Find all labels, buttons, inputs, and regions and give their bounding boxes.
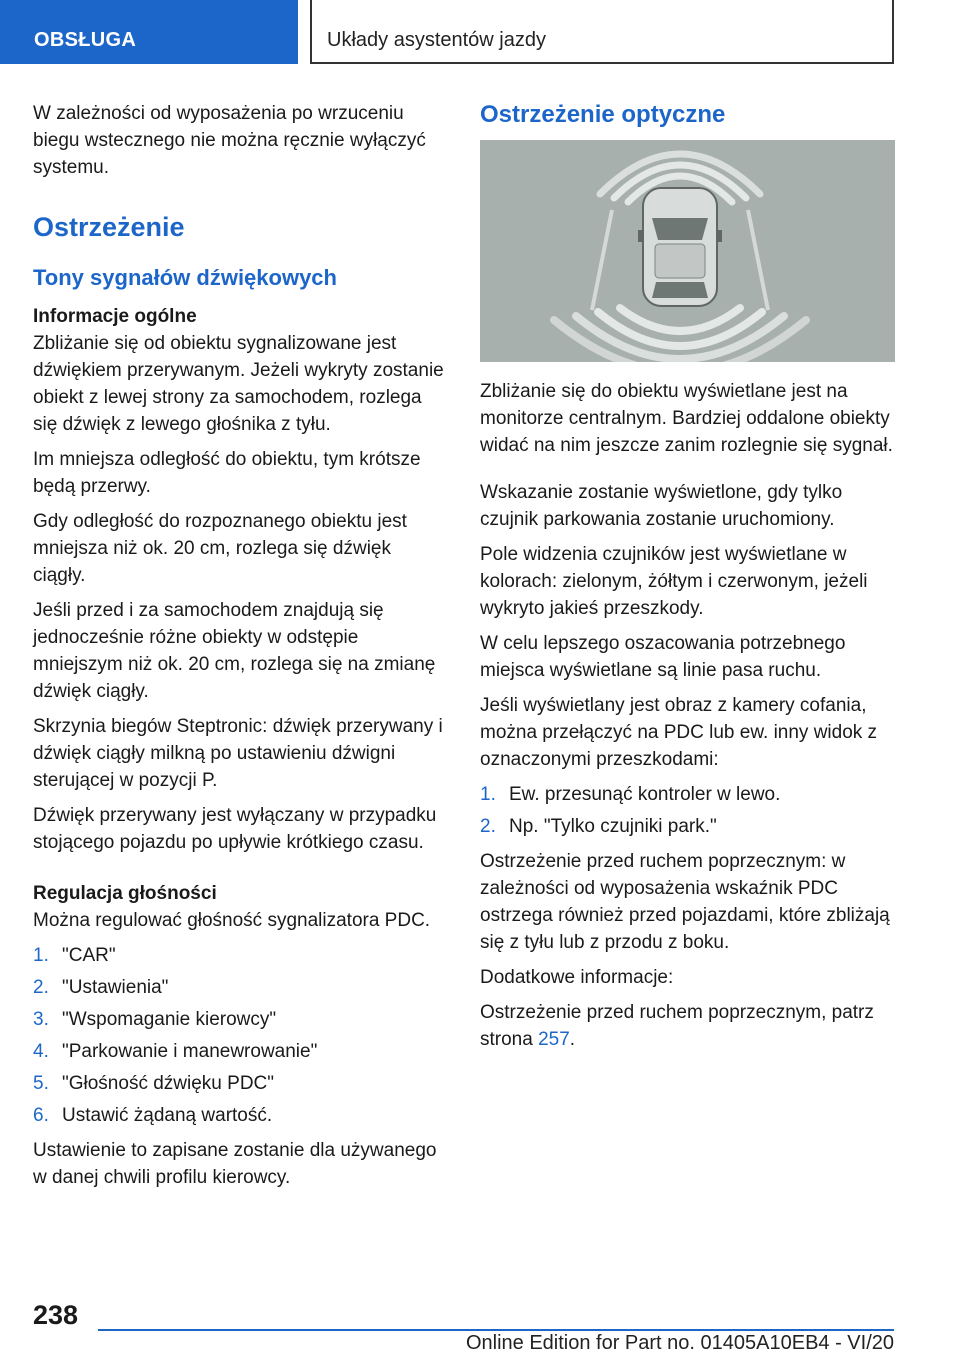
paragraph: Jeśli wyświetlany jest obraz z kamery cofania, można przełączyć na PDC lub ew. inny widok z oznaczonymi przeszkodami: bbox=[480, 695, 878, 770]
list-item bbox=[480, 781, 895, 808]
step-text: Ustawić żądaną wartość. bbox=[62, 1105, 273, 1126]
list-item bbox=[33, 1006, 448, 1033]
header-section-tab bbox=[0, 0, 298, 64]
list-item bbox=[33, 1070, 448, 1097]
list-item bbox=[480, 813, 895, 840]
page-link-257[interactable]: 257 bbox=[538, 1029, 570, 1050]
footer-edition: Online Edition for Part no. 01405A10EB4 - VI/20 bbox=[465, 1332, 894, 1354]
paragraph: Ustawienie to zapisane zostanie dla używanego w danej chwili profilu kierowcy. bbox=[33, 1140, 437, 1188]
step-number: 4. bbox=[33, 1041, 49, 1062]
heading-tones: Tony sygnałów dźwiękowych bbox=[33, 265, 337, 290]
paragraph: Im mniejsza odległość do obiektu, tym krótsze będą przerwy. bbox=[33, 449, 421, 497]
pdc-display-illustration bbox=[480, 140, 895, 362]
paragraph: Zbliżanie się do obiektu wyświetlane jest na monitorze centralnym. Bardziej oddalone obiekty widać na nim jeszcze zanim rozlegnie się sygnał. bbox=[480, 381, 893, 456]
pdc-car-top-view-icon bbox=[480, 140, 895, 362]
paragraph-text: Ostrzeżenie przed ruchem poprzecznym, patrz strona bbox=[480, 1002, 874, 1050]
paragraph: Wskazanie zostanie wyświetlone, gdy tylko czujnik parkowania zostanie uruchomiony. bbox=[480, 482, 843, 530]
step-text: Ew. przesunąć kontroler w lewo. bbox=[509, 784, 781, 805]
paragraph: Gdy odległość do rozpoznanego obiektu jest mniejsza niż ok. 20 cm, rozlega się dźwięk ciągły. bbox=[33, 511, 407, 586]
heading-warning: Ostrzeżenie bbox=[33, 212, 185, 242]
footer-divider bbox=[98, 1329, 894, 1331]
header-section-label: OBSŁUGA bbox=[34, 29, 137, 51]
step-number: 6. bbox=[33, 1105, 49, 1126]
step-text: "Wspomaganie kierowcy" bbox=[62, 1009, 277, 1030]
paragraph: Ostrzeżenie przed ruchem poprzecznym: w zależności od wyposażenia wskaźnik PDC ostrzega również przed pojazdami, które zbliżają się z tyłu lub z przodu z boku. bbox=[480, 851, 890, 953]
paragraph: Jeśli przed i za samochodem znajdują się jednocześnie różne obiekty w odstępie mniejszym niż ok. 20 cm, rozlega się na zmianę dźwięk ciągły. bbox=[33, 600, 436, 702]
view-steps-list bbox=[480, 781, 895, 840]
step-text: "Ustawienia" bbox=[62, 977, 169, 998]
list-item bbox=[33, 1038, 448, 1065]
paragraph: Dodatkowe informacje: bbox=[480, 967, 674, 988]
right-column bbox=[480, 100, 895, 1061]
volume-steps-list bbox=[33, 942, 448, 1129]
heading-volume: Regulacja głośności bbox=[33, 883, 217, 904]
step-text: "CAR" bbox=[62, 945, 116, 966]
step-number: 2. bbox=[33, 977, 49, 998]
paragraph: W celu lepszego oszacowania potrzebnego miejsca wyświetlane są linie pasa ruchu. bbox=[480, 633, 846, 681]
list-item bbox=[33, 942, 448, 969]
paragraph: Zbliżanie się od obiektu sygnalizowane jest dźwiękiem przerywanym. Jeżeli wykryty zostanie obiekt z lewej strony za samochodem, rozlega się dźwięk z lewego głośnika z tyłu. bbox=[33, 333, 444, 435]
paragraph: Można regulować głośność sygnalizatora PDC. bbox=[33, 910, 431, 931]
step-number: 3. bbox=[33, 1009, 49, 1030]
paragraph-with-link bbox=[480, 999, 895, 1053]
step-text: "Głośność dźwięku PDC" bbox=[62, 1073, 275, 1094]
paragraph: Skrzynia biegów Steptronic: dźwięk przerywany i dźwięk ciągły milkną po ustawieniu dźwigni sterującej w pozycji P. bbox=[33, 716, 443, 791]
step-text: "Parkowanie i manewrowanie" bbox=[62, 1041, 318, 1062]
step-number: 1. bbox=[33, 945, 49, 966]
step-number: 2. bbox=[480, 816, 496, 837]
page-number: 238 bbox=[33, 1300, 79, 1330]
heading-optical-warning: Ostrzeżenie optyczne bbox=[480, 101, 726, 128]
left-column bbox=[33, 100, 448, 1199]
paragraph-end: . bbox=[569, 1029, 576, 1050]
step-text: Np. "Tylko czujniki park." bbox=[509, 816, 717, 837]
header-chapter-box bbox=[310, 0, 894, 64]
list-item bbox=[33, 1102, 448, 1129]
paragraph: Pole widzenia czujników jest wyświetlane w kolorach: zielonym, żółtym i czerwonym, jeżeli wykryto jakieś przeszkody. bbox=[480, 544, 868, 619]
paragraph: Dźwięk przerywany jest wyłączany w przypadku stojącego pojazdu po upływie krótkiego czasu. bbox=[33, 805, 437, 853]
step-number: 5. bbox=[33, 1073, 49, 1094]
list-item bbox=[33, 974, 448, 1001]
step-number: 1. bbox=[480, 784, 496, 805]
intro-paragraph: W zależności od wyposażenia po wrzuceniu biegu wstecznego nie można ręcznie wyłączyć systemu. bbox=[33, 103, 426, 178]
heading-general-info: Informacje ogólne bbox=[33, 306, 197, 327]
header-chapter-label: Układy asystentów jazdy bbox=[327, 29, 546, 51]
